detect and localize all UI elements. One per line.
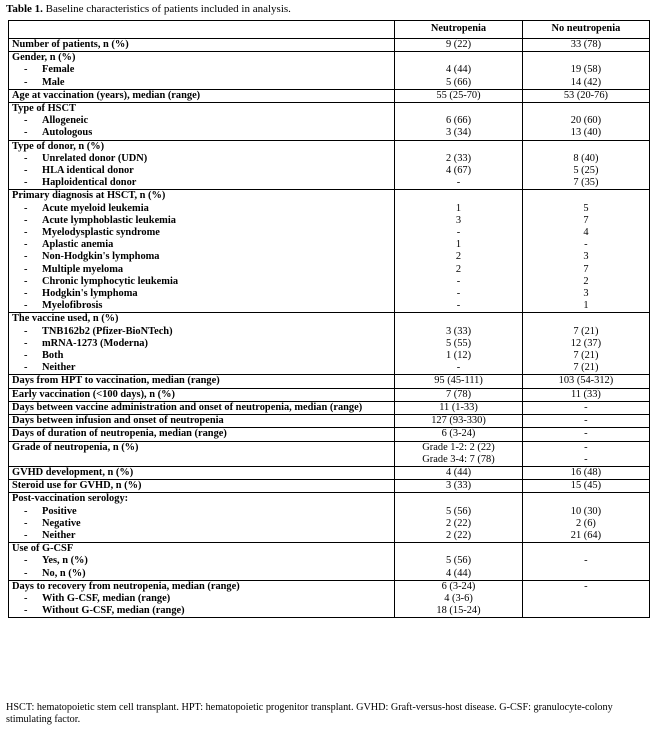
- row-label: Days between vaccine administration and onset of neutropenia, median (range): [12, 401, 363, 413]
- row-sublabel: - Neither: [24, 529, 76, 541]
- row-label-cell: [9, 466, 395, 479]
- caption-text: Baseline characteristics of patients included in analysis.: [42, 3, 291, 15]
- cell-value: 7 (21): [573, 350, 599, 362]
- cell-value: 11 (33): [570, 388, 601, 400]
- no-neutropenia-cell: [522, 39, 649, 52]
- cell-value: 33 (78): [570, 39, 602, 50]
- row-sublabel-text: Aplastic anemia: [42, 239, 114, 251]
- cell-value: 2 (22): [445, 517, 472, 529]
- cell-value: 19 (58): [570, 64, 602, 76]
- cell-value: 3 (33): [445, 480, 472, 492]
- row-label: Early vaccination (<100 days), n (%): [12, 388, 175, 400]
- neutropenia-cell: [395, 52, 523, 90]
- neutropenia-cell: [395, 103, 523, 141]
- row-sublabel-text: Multiple myeloma: [42, 263, 124, 275]
- row-sublabel-text: Unrelated donor (UDN): [42, 152, 148, 164]
- row-label: Days of duration of neutropenia, median (range): [12, 428, 227, 440]
- no-neutropenia-cell: [522, 388, 649, 401]
- cell-value: [526, 493, 646, 505]
- row-label-cell: [9, 401, 395, 414]
- row-label: Days between infusion and onset of neutropenia: [12, 415, 224, 427]
- row-sublabel: - Allogeneic: [24, 115, 89, 127]
- cell-value: [526, 103, 646, 115]
- no-neutropenia-cell: [522, 89, 649, 102]
- cell-value: 7: [583, 263, 589, 275]
- neutropenia-cell: [395, 493, 523, 543]
- row-label: Days to recovery from neutropenia, median (range): [12, 580, 240, 592]
- row-sublabel: - Acute lymphoblastic leukemia: [24, 214, 176, 226]
- row-label-cell: [9, 428, 395, 441]
- neutropenia-cell: [395, 441, 523, 466]
- table-row: [9, 313, 650, 375]
- cell-value: [526, 543, 646, 555]
- cell-value: 53 (20-76): [563, 89, 608, 101]
- row-sublabel-text: Acute lymphoblastic leukemia: [42, 214, 176, 226]
- row-label-cell: [9, 140, 395, 190]
- no-neutropenia-cell: [522, 466, 649, 479]
- cell-value: 5 (56): [445, 555, 472, 567]
- cell-value: -: [584, 555, 588, 567]
- cell-value: 18 (15-24): [436, 605, 481, 617]
- cell-value: 4 (3-6): [444, 592, 473, 604]
- row-sublabel-text: Neither: [42, 529, 76, 541]
- neutropenia-cell: [395, 39, 523, 52]
- row-label-cell: [9, 580, 395, 618]
- cell-value: 16 (48): [570, 466, 602, 478]
- row-sublabel: - Unrelated donor (UDN): [24, 152, 148, 164]
- row-label: Age at vaccination (years), median (range): [12, 89, 201, 101]
- row-label: Use of G-CSF: [12, 543, 74, 555]
- cell-value: 4: [583, 227, 589, 239]
- cell-value: 6 (66): [445, 115, 472, 127]
- cell-value: [398, 141, 519, 153]
- row-sublabel: - Female: [24, 64, 75, 76]
- cell-value: 3: [583, 288, 589, 300]
- row-sublabel-text: Yes, n (%): [42, 555, 88, 567]
- cell-value: 6 (3-24): [441, 580, 476, 592]
- cell-value: 103 (54-312): [558, 375, 614, 387]
- cell-value: [526, 313, 646, 325]
- row-sublabel-text: Positive: [42, 505, 77, 517]
- cell-value: 1: [455, 239, 462, 251]
- row-sublabel: - No, n (%): [24, 567, 86, 579]
- no-neutropenia-cell: [522, 313, 649, 375]
- cell-value: 5: [583, 202, 589, 214]
- cell-value: [526, 190, 646, 202]
- cell-value: -: [584, 428, 588, 440]
- row-label: Days from HPT to vaccination, median (range): [12, 375, 220, 387]
- cell-value: 12 (37): [570, 337, 602, 349]
- row-sublabel: - Negative: [24, 517, 81, 529]
- row-sublabel: - Acute myeloid leukemia: [24, 202, 149, 214]
- row-sublabel-text: HLA identical donor: [42, 165, 134, 177]
- cell-value: [526, 593, 646, 605]
- row-sublabel-text: Myelofibrosis: [42, 300, 103, 312]
- row-sublabel: - Myelofibrosis: [24, 300, 103, 312]
- no-neutropenia-cell: [522, 140, 649, 190]
- row-label: Type of donor, n (%): [12, 140, 105, 152]
- neutropenia-cell: [395, 388, 523, 401]
- neutropenia-cell: [395, 89, 523, 102]
- row-label: Primary diagnosis at HSCT, n (%): [12, 190, 166, 202]
- neutropenia-cell: [395, 313, 523, 375]
- neutropenia-cell: [395, 190, 523, 313]
- row-sublabel-text: Negative: [42, 517, 81, 529]
- row-sublabel: - Both: [24, 350, 64, 362]
- cell-value: [526, 605, 646, 617]
- row-sublabel: - Positive: [24, 505, 77, 517]
- cell-value: -: [584, 415, 588, 427]
- cell-value: 15 (45): [570, 480, 602, 492]
- table-row: [9, 428, 650, 441]
- cell-value: 2 (6): [575, 517, 596, 529]
- neutropenia-cell: [395, 480, 523, 493]
- row-sublabel: - Haploidentical donor: [24, 177, 137, 189]
- row-label-cell: [9, 52, 395, 90]
- no-neutropenia-cell: [522, 493, 649, 543]
- cell-value: 1: [583, 300, 589, 312]
- row-sublabel-text: Hodgkin's lymphoma: [42, 288, 138, 300]
- table-row: [9, 466, 650, 479]
- table-footnote: HSCT: hematopoietic stem cell transplant. HPT: hematopoietic progenitor transplant. GVHD: Graft-versus-host disease. G-CSF: granulocyte-colony stimulating factor.: [6, 702, 613, 725]
- row-label: Grade of neutropenia, n (%): [12, 441, 139, 453]
- row-sublabel: - Without G-CSF, median (range): [24, 605, 185, 617]
- row-sublabel: - Neither: [24, 362, 76, 374]
- neutropenia-cell: [395, 401, 523, 414]
- cell-value: [398, 493, 519, 505]
- row-sublabel-text: Female: [42, 64, 75, 76]
- no-neutropenia-cell: [522, 441, 649, 466]
- row-sublabel: - Hodgkin's lymphoma: [24, 288, 138, 300]
- cell-value: 7 (35): [573, 177, 599, 189]
- row-label-cell: [9, 415, 395, 428]
- table-row: [9, 52, 650, 90]
- row-sublabel-text: TNB162b2 (Pfizer-BioNTech): [42, 325, 173, 337]
- cell-value: 8 (40): [573, 152, 599, 164]
- row-label-cell: [9, 89, 395, 102]
- neutropenia-cell: [395, 428, 523, 441]
- cell-value: 4 (44): [445, 466, 472, 478]
- row-label-cell: [9, 39, 395, 52]
- cell-value: 14 (42): [570, 76, 602, 88]
- row-label: Steroid use for GVHD, n (%): [12, 480, 142, 492]
- row-sublabel-text: Male: [42, 76, 65, 88]
- cell-value: Grade 1-2: 2 (22): [422, 441, 495, 453]
- row-sublabel-text: Haploidentical donor: [42, 177, 137, 189]
- cell-value: 13 (40): [570, 127, 602, 139]
- row-sublabel: - Male: [24, 76, 65, 88]
- row-sublabel: - Autologous: [24, 127, 93, 139]
- cell-value: -: [456, 288, 461, 300]
- neutropenia-cell: [395, 466, 523, 479]
- cell-value: [398, 190, 519, 202]
- cell-value: 2: [455, 263, 462, 275]
- cell-value: 4 (44): [445, 567, 472, 579]
- table-row: [9, 140, 650, 190]
- cell-value: -: [456, 300, 461, 312]
- cell-value: 2 (22): [445, 529, 472, 541]
- cell-value: 7 (78): [445, 388, 472, 400]
- row-label: GVHD development, n (%): [12, 466, 134, 478]
- cell-value: [398, 313, 519, 325]
- row-sublabel-text: Autologous: [42, 127, 93, 139]
- no-neutropenia-cell: [522, 401, 649, 414]
- row-sublabel-text: No, n (%): [42, 567, 86, 579]
- row-label-cell: [9, 441, 395, 466]
- cell-value: [526, 52, 646, 64]
- header-row: [9, 21, 650, 39]
- cell-value: 7: [583, 214, 589, 226]
- cell-value: 6 (3-24): [441, 428, 476, 440]
- row-sublabel: - Multiple myeloma: [24, 263, 124, 275]
- cell-value: -: [584, 441, 588, 453]
- no-neutropenia-cell: [522, 543, 649, 581]
- cell-value: 1 (12): [445, 350, 472, 362]
- table-row: [9, 441, 650, 466]
- cell-value: 2: [583, 275, 589, 287]
- table-row: [9, 190, 650, 313]
- row-label: Post-vaccination serology:: [12, 493, 129, 505]
- cell-value: 3: [583, 251, 589, 263]
- no-neutropenia-cell: [522, 190, 649, 313]
- row-sublabel-text: Both: [42, 350, 64, 362]
- caption-label: Table 1.: [6, 3, 43, 15]
- baseline-table: [8, 20, 650, 618]
- table-row: [9, 388, 650, 401]
- no-neutropenia-cell: [522, 580, 649, 618]
- cell-value: -: [456, 177, 461, 189]
- no-neutropenia-cell: [522, 428, 649, 441]
- table-body: [9, 39, 650, 618]
- no-neutropenia-cell: [522, 52, 649, 90]
- cell-value: -: [456, 275, 461, 287]
- cell-value: 7 (21): [573, 325, 599, 337]
- cell-value: [398, 52, 519, 64]
- row-sublabel: - HLA identical donor: [24, 165, 134, 177]
- cell-value: 5 (55): [445, 337, 472, 349]
- neutropenia-cell: [395, 415, 523, 428]
- table-row: [9, 375, 650, 388]
- row-sublabel: - Non-Hodgkin's lymphoma: [24, 251, 160, 263]
- cell-value: [398, 103, 519, 115]
- neutropenia-cell: [395, 375, 523, 388]
- row-sublabel-text: With G-CSF, median (range): [42, 592, 171, 604]
- table-row: [9, 493, 650, 543]
- no-neutropenia-cell: [522, 415, 649, 428]
- table-caption: [6, 3, 291, 15]
- cell-value: 9 (22): [445, 39, 472, 50]
- no-neutropenia-cell: [522, 375, 649, 388]
- table-row: [9, 89, 650, 102]
- row-label-cell: [9, 103, 395, 141]
- row-label-cell: [9, 313, 395, 375]
- no-neutropenia-cell: [522, 103, 649, 141]
- cell-value: 3: [455, 214, 462, 226]
- cell-value: [526, 141, 646, 153]
- cell-value: 5 (66): [445, 76, 472, 88]
- cell-value: 5 (25): [573, 165, 599, 177]
- row-sublabel-text: Without G-CSF, median (range): [42, 605, 185, 617]
- table-row: [9, 543, 650, 581]
- row-sublabel: - mRNA-1273 (Moderna): [24, 337, 148, 349]
- cell-value: 5 (56): [445, 505, 472, 517]
- row-sublabel: - Aplastic anemia: [24, 239, 114, 251]
- row-label: The vaccine used, n (%): [12, 313, 119, 325]
- cell-value: [398, 543, 519, 555]
- table-row: [9, 415, 650, 428]
- row-label-cell: [9, 388, 395, 401]
- row-sublabel: - Myelodysplastic syndrome: [24, 227, 160, 239]
- cell-value: [526, 568, 646, 580]
- cell-value: -: [456, 362, 461, 374]
- row-sublabel: - Yes, n (%): [24, 555, 88, 567]
- neutropenia-cell: [395, 140, 523, 190]
- row-sublabel-text: Acute myeloid leukemia: [42, 202, 149, 214]
- cell-value: -: [584, 453, 588, 465]
- cell-value: 127 (93-330): [431, 415, 486, 427]
- cell-value: 20 (60): [570, 115, 602, 127]
- cell-value: 4 (67): [445, 165, 472, 177]
- no-neutropenia-cell: [522, 480, 649, 493]
- row-label-cell: [9, 543, 395, 581]
- row-sublabel-text: Non-Hodgkin's lymphoma: [42, 251, 160, 263]
- row-label-cell: [9, 375, 395, 388]
- cell-value: 4 (44): [445, 64, 472, 76]
- row-label: Gender, n (%): [12, 52, 76, 64]
- neutropenia-cell: [395, 543, 523, 581]
- table-row: [9, 103, 650, 141]
- header-cell-no-neutropenia: No neutropenia: [522, 21, 649, 39]
- neutropenia-cell: [395, 580, 523, 618]
- cell-value: 2: [455, 251, 462, 263]
- cell-value: 21 (64): [570, 529, 602, 541]
- header-cell-neutropenia: Neutropenia: [395, 21, 523, 39]
- table-row: [9, 480, 650, 493]
- table-row: [9, 580, 650, 618]
- cell-value: 55 (25-70): [436, 89, 481, 101]
- cell-value: 1: [455, 202, 462, 214]
- row-sublabel-text: Neither: [42, 362, 76, 374]
- cell-value: -: [456, 227, 461, 239]
- row-label: Number of patients, n (%): [12, 39, 129, 50]
- cell-value: 3 (34): [445, 127, 472, 139]
- cell-value: 11 (1-33): [439, 401, 478, 413]
- row-sublabel-text: Myelodysplastic syndrome: [42, 227, 160, 239]
- cell-value: 3 (33): [445, 325, 472, 337]
- cell-value: Grade 3-4: 7 (78): [422, 453, 495, 465]
- row-label-cell: [9, 190, 395, 313]
- cell-value: -: [584, 580, 588, 592]
- cell-value: -: [584, 239, 588, 251]
- cell-value: -: [584, 401, 588, 413]
- row-label-cell: [9, 480, 395, 493]
- row-label: Type of HSCT: [12, 103, 76, 115]
- row-label-cell: [9, 493, 395, 543]
- row-sublabel: - Chronic lymphocytic leukemia: [24, 275, 179, 287]
- cell-value: 2 (33): [445, 152, 472, 164]
- row-sublabel: - TNB162b2 (Pfizer-BioNTech): [24, 325, 173, 337]
- table-row: [9, 39, 650, 52]
- cell-value: 95 (45-111): [434, 375, 483, 387]
- row-sublabel-text: mRNA-1273 (Moderna): [42, 337, 148, 349]
- cell-value: 10 (30): [570, 505, 602, 517]
- header-cell-characteristic: [9, 21, 395, 39]
- row-sublabel: - With G-CSF, median (range): [24, 592, 171, 604]
- cell-value: 7 (21): [573, 362, 599, 374]
- row-sublabel-text: Allogeneic: [42, 115, 89, 127]
- table-row: [9, 401, 650, 414]
- row-sublabel-text: Chronic lymphocytic leukemia: [42, 275, 179, 287]
